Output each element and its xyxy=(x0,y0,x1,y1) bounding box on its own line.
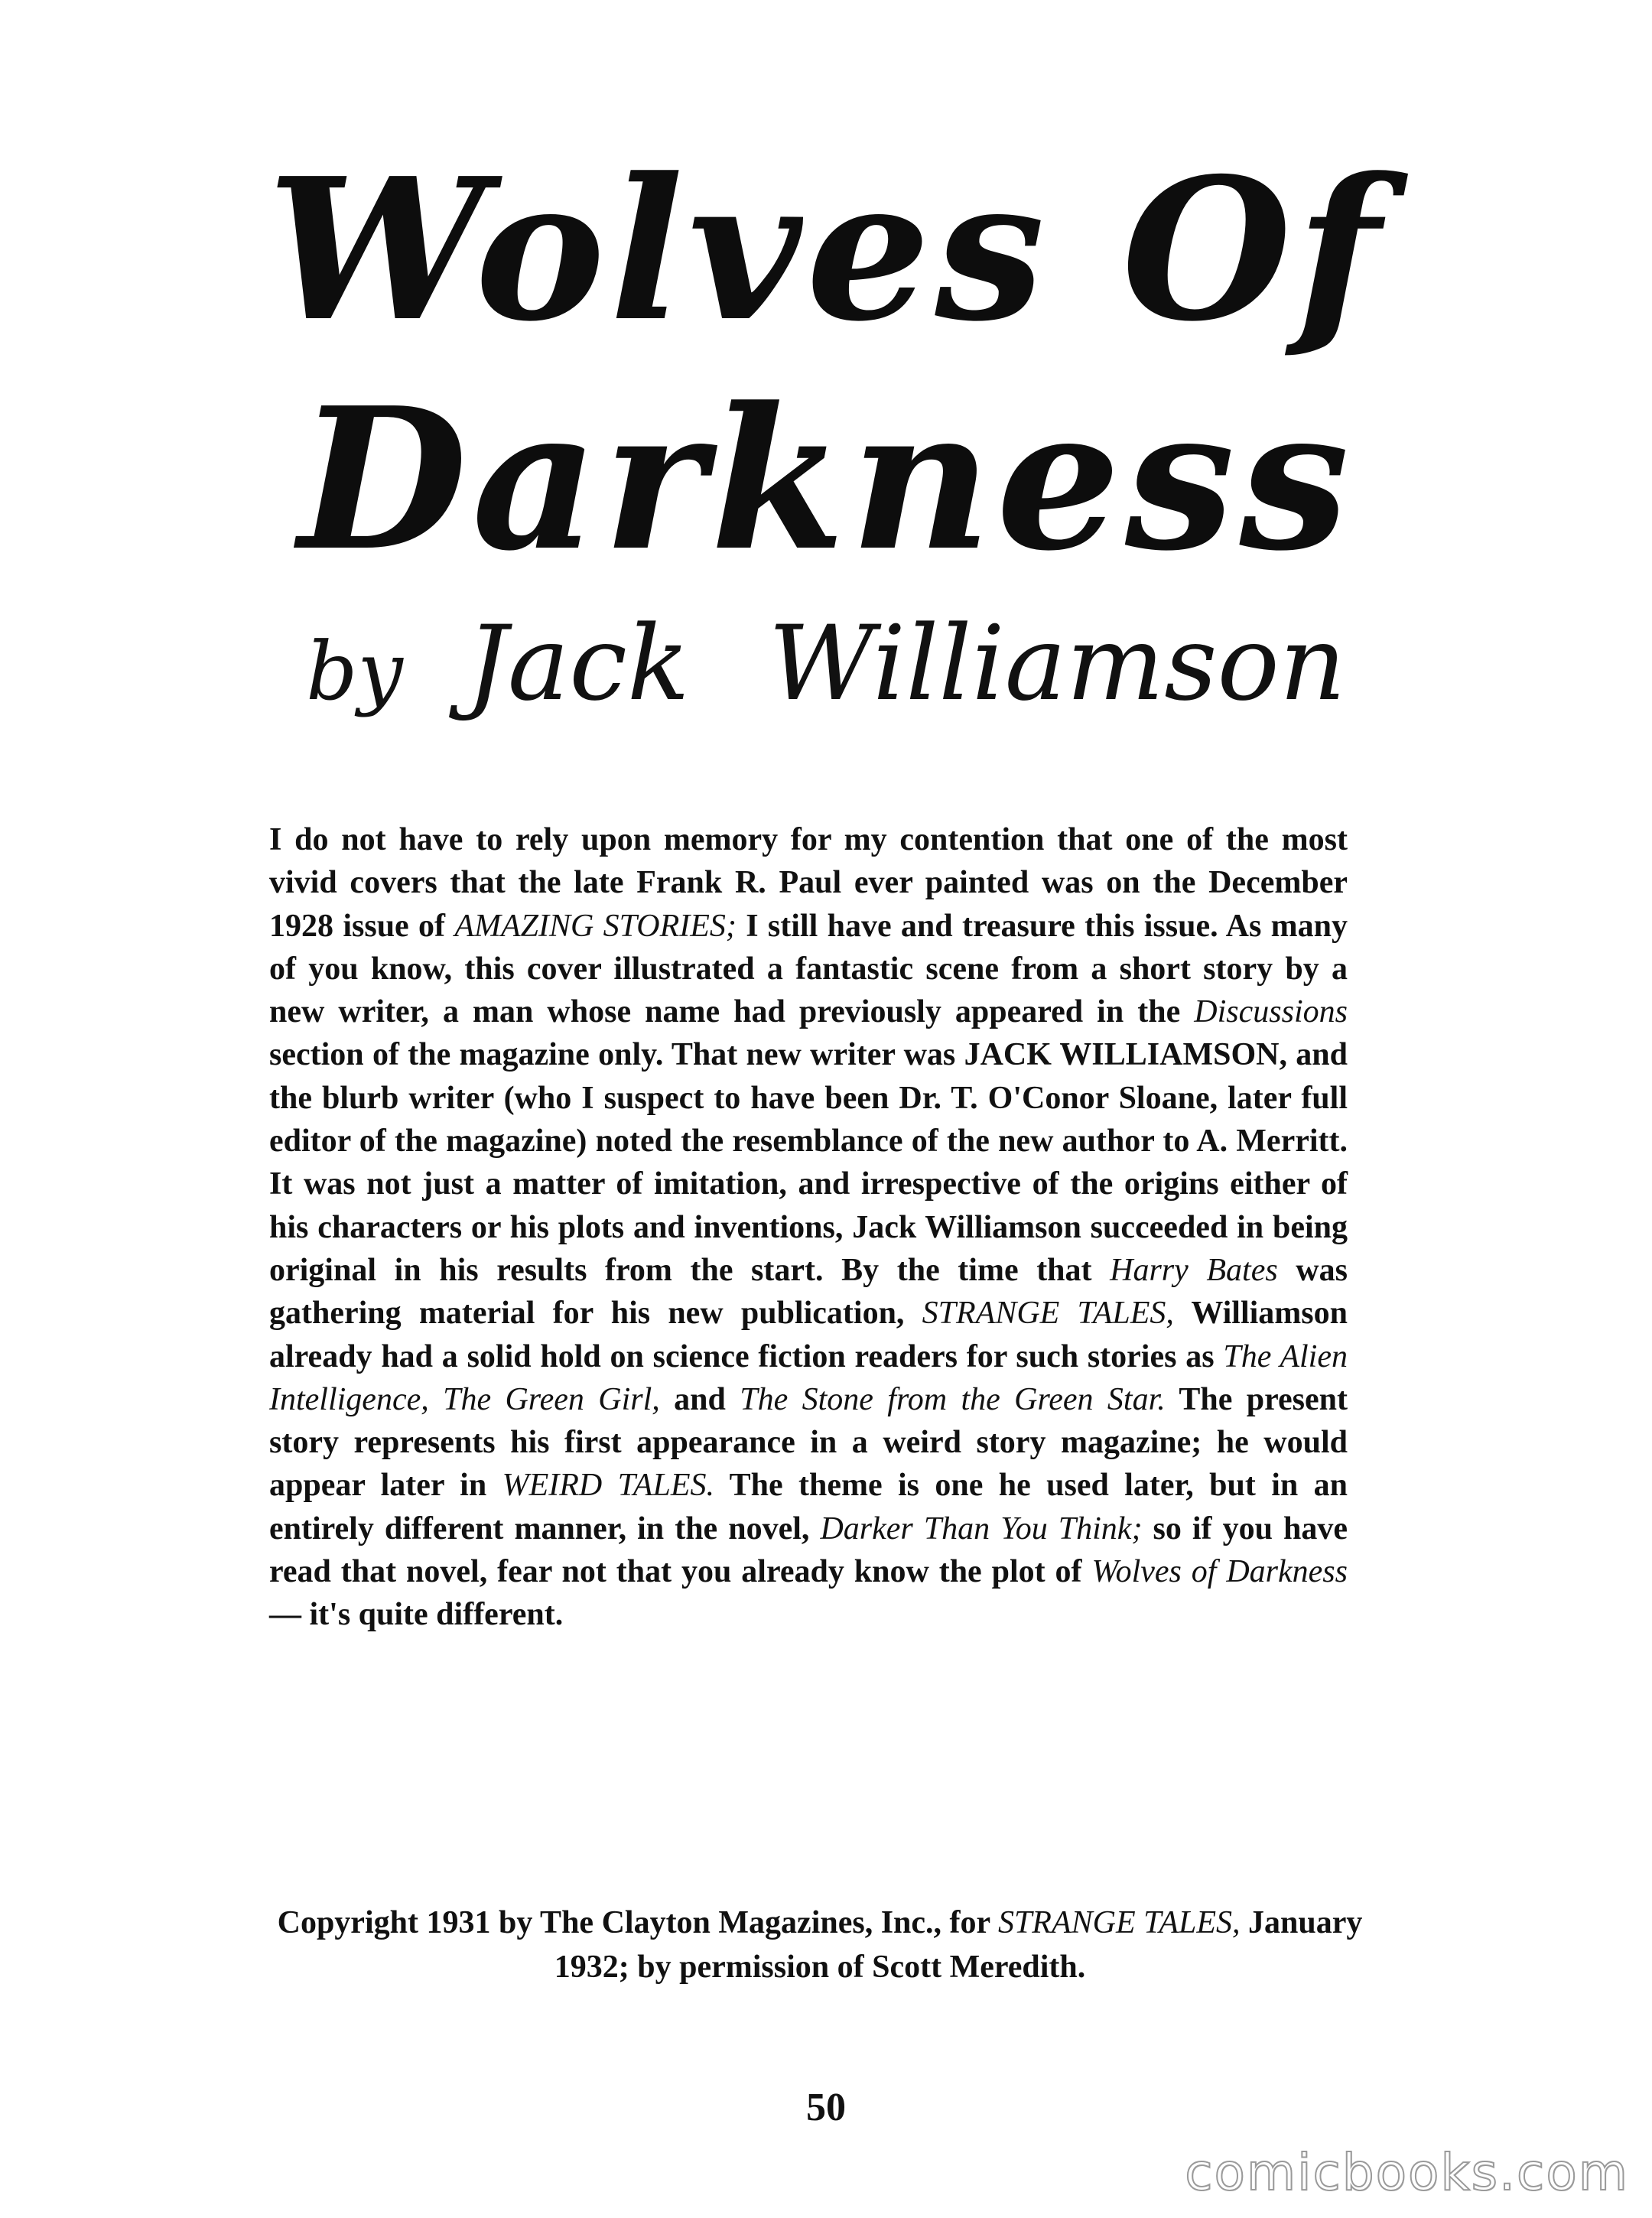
intro-italic-novel-title: Darker Than You Think; xyxy=(820,1511,1143,1546)
intro-text: section of the magazine only. That new writer was JACK WILLIAMSON, and the blurb writer (who I suspect to have been Dr. T. O'Conor Sloane, later full editor of the magazine) noted the resemblance of the new author to A. Merritt. It was not just a matter of imitation, and irrespective of the origins either of his characters or his plots and inventions, Jack Williamson succeeded in being original in his results from the start. By the time that xyxy=(269,1037,1348,1288)
byline-prefix: by xyxy=(306,625,403,718)
intro-text: The present story represents his first appearance in a weird story magazine; he would appear later in xyxy=(269,1381,1348,1504)
intro-text: and xyxy=(659,1381,740,1417)
intro-italic-story-titles: The Alien Intelligence, The Green Girl, xyxy=(269,1338,1348,1417)
copyright-notice xyxy=(277,1901,1363,1989)
story-title-line-1: Wolves Of xyxy=(267,136,1385,365)
copyright-text: Copyright 1931 by The Clayton Magazines, Inc., for xyxy=(277,1905,998,1940)
site-watermark: comicbooks.com xyxy=(1185,2143,1629,2202)
intro-text: was gathering material for his new publication, xyxy=(269,1252,1348,1332)
intro-italic-magazine-title: WEIRD TALES. xyxy=(502,1468,714,1504)
intro-text: I do not have to rely upon memory for my contention that one of the most vivid covers that the late Frank R. Paul ever painted was on the December 1928 issue of xyxy=(269,822,1348,944)
intro-text: I still have and treasure this issue. As many of you know, this cover illustrated a fantastic scene from a short story by a new writer, a man whose name had previously appeared in the xyxy=(269,908,1348,1030)
intro-italic-story-title: Wolves of Darkness xyxy=(1091,1554,1348,1590)
author-first-name: Jack xyxy=(466,603,690,724)
editorial-introduction xyxy=(269,818,1348,1637)
story-title-line-2: Darkness xyxy=(298,366,1354,594)
page-number: 50 xyxy=(806,2086,846,2129)
copyright-text: January 1932; by permission of Scott Meredith. xyxy=(554,1905,1363,1985)
intro-italic-story-title: The Stone from the Green Star. xyxy=(740,1381,1166,1417)
intro-text: so if you have read that novel, fear not that you already know the plot of xyxy=(269,1511,1348,1590)
intro-italic-section-name: Discussions xyxy=(1194,994,1348,1030)
intro-italic-editor-name: Harry Bates xyxy=(1110,1252,1278,1288)
intro-italic-magazine-title: STRANGE TALES, xyxy=(922,1296,1174,1332)
copyright-italic-magazine-title: STRANGE TALES, xyxy=(997,1905,1241,1940)
author-last-name: Williamson xyxy=(768,603,1346,724)
intro-text: — it's quite different. xyxy=(269,1597,564,1633)
intro-text: Williamson already had a solid hold on science fiction readers for such stories as xyxy=(269,1296,1348,1374)
intro-text: The theme is one he used later, but in an entirely different manner, in the novel, xyxy=(269,1468,1348,1546)
intro-italic-magazine-title: AMAZING STORIES; xyxy=(454,908,737,944)
author-byline xyxy=(0,603,1652,724)
